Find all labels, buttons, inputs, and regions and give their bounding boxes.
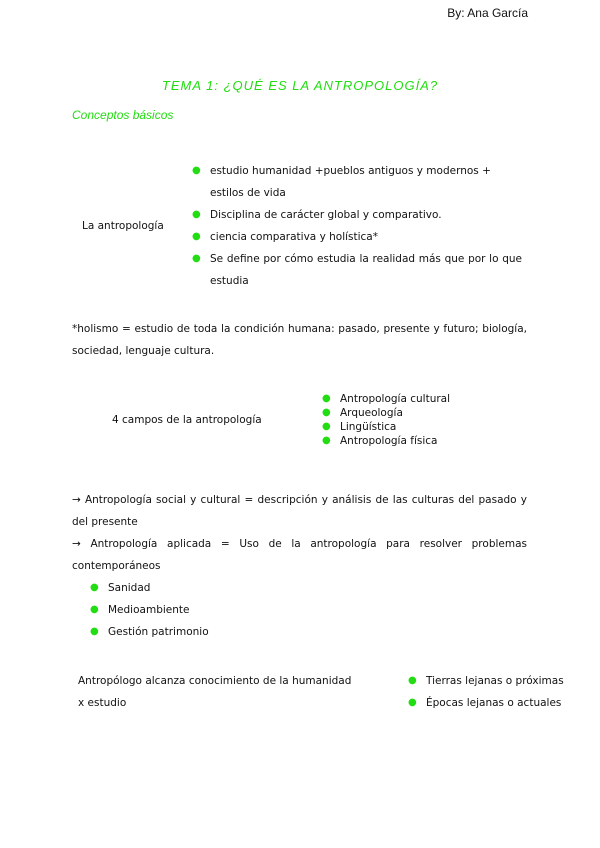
list-item: ● Medioambiente <box>90 599 340 621</box>
anthropologist-list <box>408 670 578 714</box>
list-item: ● Se define por cómo estudia la realidad más que por lo que estudia <box>192 248 522 292</box>
definition-label: La antropología <box>82 220 164 232</box>
page-title: TEMA 1: ¿QUÉ ES LA ANTROPOLOGÍA? <box>161 78 439 93</box>
definition-list <box>192 160 522 292</box>
bullet-icon: ● <box>322 421 331 432</box>
holism-note: *holismo = estudio de toda la condición humana: pasado, presente y futuro; biología, sociedad, lenguaje cultura. <box>72 323 527 357</box>
list-item: ● Disciplina de carácter global y comparativo. <box>192 204 522 226</box>
bullet-icon: ● <box>322 393 331 404</box>
list-item: ● Lingüística <box>322 421 397 433</box>
bullet-icon: ● <box>322 435 331 446</box>
applied-anthropology-note: → Antropología aplicada = Uso de la antropología para resolver problemas contemporáneos <box>72 538 527 572</box>
fields-label: 4 campos de la antropología <box>112 414 262 426</box>
list-item: ● Arqueología <box>322 407 403 419</box>
fields-list <box>322 392 522 448</box>
bullet-icon: ● <box>408 675 417 686</box>
list-item: ● Antropología física <box>322 435 438 447</box>
section-subtitle: Conceptos básicos <box>72 108 174 122</box>
list-item: ● Antropología cultural <box>322 393 451 405</box>
social-anthropology-note: → Antropología social y cultural = descripción y análisis de las culturas del pasado y del presente <box>72 494 527 528</box>
list-item: ● Gestión patrimonio <box>90 621 340 643</box>
list-item: ● Tierras lejanas o próximas <box>408 670 578 692</box>
bullet-icon: ● <box>322 407 331 418</box>
bullet-icon: ● <box>90 582 99 593</box>
bullet-icon: ● <box>192 209 201 220</box>
author-line: By: Ana García <box>447 6 528 20</box>
bullet-icon: ● <box>408 697 417 708</box>
bullet-icon: ● <box>192 231 201 242</box>
list-item: ● ciencia comparativa y holística* <box>192 226 522 248</box>
list-item: ● estudio humanidad +pueblos antiguos y modernos + estilos de vida <box>192 160 522 204</box>
bullet-icon: ● <box>90 626 99 637</box>
bullet-icon: ● <box>90 604 99 615</box>
list-item: ● Sanidad <box>90 577 340 599</box>
bullet-icon: ● <box>192 165 201 176</box>
list-item: ● Épocas lejanas o actuales <box>408 692 578 714</box>
bullet-icon: ● <box>192 253 201 264</box>
anthropologist-note: Antropólogo alcanza conocimiento de la humanidad x estudio <box>78 675 352 709</box>
applied-list <box>90 577 340 643</box>
